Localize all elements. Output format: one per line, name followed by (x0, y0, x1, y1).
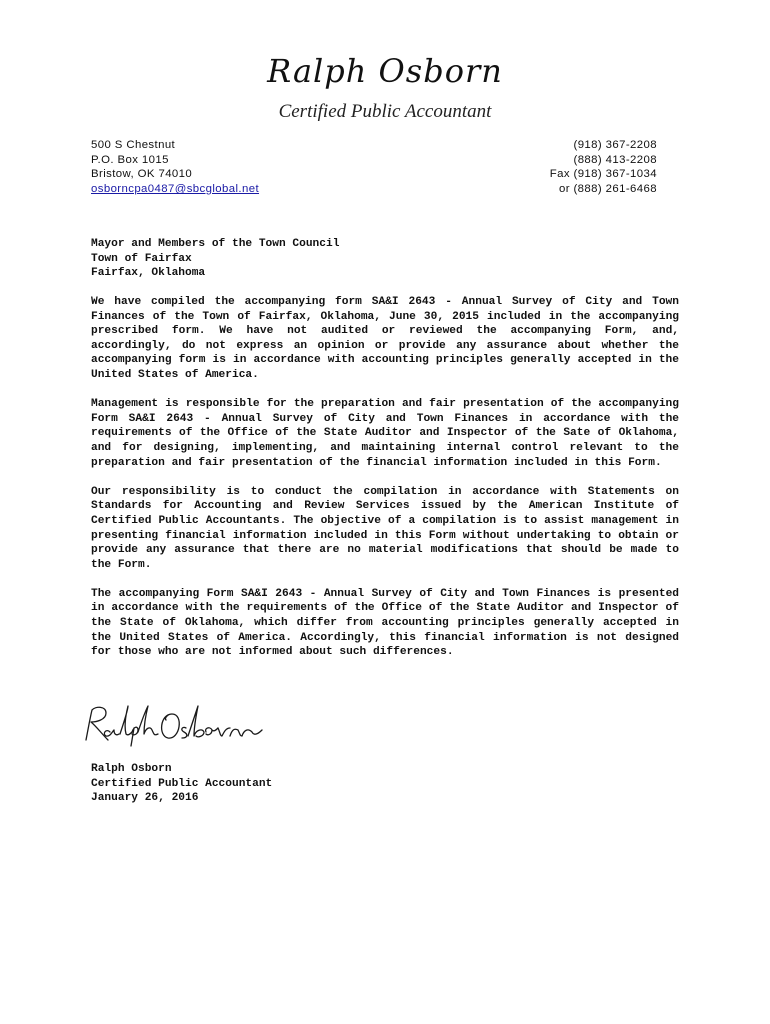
address-po-box: P.O. Box 1015 (91, 153, 169, 166)
body-paragraph: We have compiled the accompanying form SA&I 2643 - Annual Survey of City and Town Finances of the Town of Fairfax, Oklahoma, June 30, 2015 included in the accompanying prescribed form. We have not audited or reviewed the accompanying Form, and, accordingly, do not express an opinion or provide any assurance about whether the accompanying form is in accordance with accounting principles generally accepted in the United States of America. (91, 296, 679, 381)
body-paragraph: The accompanying Form SA&I 2643 - Annual Survey of City and Town Finances is presented in accordance with the requirements of the Office of the State Auditor and Inspector of the State of Oklahoma, which differ from accounting principles generally accepted in the United States of America. Accordingly, this financial information is not designed for those who are not informed about such differences. (91, 587, 679, 659)
body-paragraph: Management is responsible for the preparation and fair presentation of the accompanying Form SA&I 2643 - Annual Survey of City and Town Finances in accordance with the requirements of the Office of the State Auditor and Inspector of the Sate of Oklahoma, and for designing, implementing, and maintaining internal control relevant to the preparation and fair presentation of the financial information included in this Form. (91, 398, 679, 469)
closing-date: January 26, 2016 (91, 792, 199, 805)
letterhead-title: Certified Public Accountant (278, 101, 492, 122)
fax-number: Fax (918) 367-1034 (549, 168, 657, 181)
phone-1: (918) 367-2208 (573, 139, 657, 151)
recipient-line: Fairfax, Oklahoma (91, 267, 206, 280)
letter-body (91, 295, 679, 674)
address-street: 500 S Chestnut (91, 139, 176, 151)
fax-alt-number: or (888) 261-6468 (559, 183, 657, 196)
address-block (91, 138, 259, 197)
phone-block (550, 138, 657, 197)
phone-2: (888) 413-2208 (573, 153, 657, 166)
closing-name: Ralph Osborn (91, 763, 172, 775)
handwritten-signature (76, 700, 266, 755)
closing-title: Certified Public Accountant (91, 777, 273, 790)
address-city: Bristow, OK 74010 (91, 168, 193, 181)
letterhead-name: Ralph Osborn (267, 52, 503, 90)
recipient-line: Mayor and Members of the Town Council (91, 238, 340, 250)
closing-block (91, 762, 272, 806)
body-paragraph: Our responsibility is to conduct the compilation in accordance with Statements on Standards for Accounting and Review Services issued by the American Institute of Certified Public Accountants. The objective of a compilation is to assist management in presenting financial information included in this Form without undertaking to obtain or provide any assurance that there are no material modifications that should be made to the Form. (91, 485, 679, 571)
recipient-line: Town of Fairfax (91, 252, 192, 265)
recipient-block (91, 237, 339, 281)
email-link[interactable]: osborncpa0487@sbcglobal.net (91, 183, 260, 196)
